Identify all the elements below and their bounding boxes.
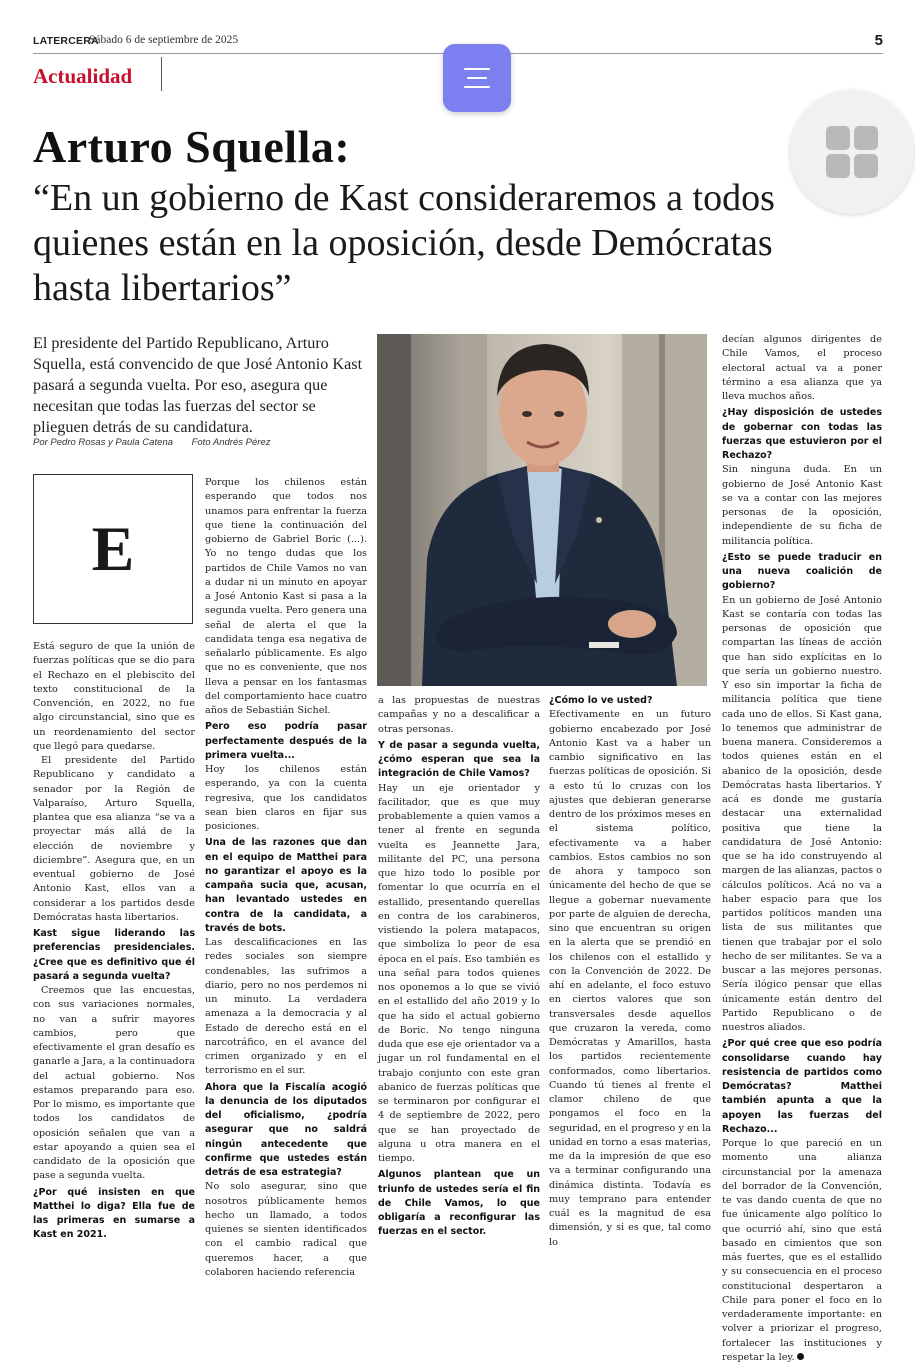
dropcap-letter: E bbox=[91, 513, 135, 584]
paragraph: Porque los chilenos están esperando que todos nos unamos para enfrentar la fuerza que tiene la continuación del gobierno de Gabriel Boric (...). Yo no tengo dudas que los partidos de Chile Vamos no van a dudar ni un minuto en apoyar a José Antonio Kast si pasa a la segunda vuelta. Pero genera una señal de alerta el que la candidata tenga esa negativa de señalarlo públicamente. Es algo que no es conveniente, que nos lleva a pensar en los fantasmas del comportamiento hace cuatro años de Sebastián Sichel. bbox=[205, 477, 367, 716]
article-column-1 bbox=[33, 640, 195, 1243]
portrait-photo bbox=[377, 334, 707, 686]
paragraph: Sin ninguna duda. En un gobierno de José Antonio Kast se va a contar con las mejores personas de la oposición, independiente de su ficha de militancia política. bbox=[722, 464, 882, 547]
newspaper-brand: LATERCERA bbox=[33, 35, 99, 47]
interview-question: ¿Esto se puede traducir en una nueva coalición de gobierno? bbox=[722, 551, 882, 592]
portrait-illustration bbox=[377, 334, 707, 686]
interview-question: Una de las razones que dan en el equipo de Matthei para no garantizar el apoyo es la campaña sucia que, acusan, han levantado ustedes en contra de la candidata, a través de bots. bbox=[205, 837, 367, 934]
interview-question: ¿Por qué insisten en que Matthei lo diga? Ella fue de las primeras en sumarse a Kast en 2021. bbox=[33, 1186, 195, 1241]
article-column-5 bbox=[722, 333, 882, 1365]
paragraph: El presidente del Partido Republicano y candidato a senador por la Región de Valparaíso, Arturo Squella, plantea que esa alianza “se va a proyectar más allá de la elección de noviembre y diciembre”. Asegura que, en un eventual gobierno de José Antonio Kast, ellos van a considerar a los partidos desde Demócratas hasta libertarios. bbox=[33, 755, 195, 923]
interview-question: Kast sigue liderando las preferencias presidenciales. ¿Cree que es definitivo que él pasará a segunda vuelta? bbox=[33, 928, 195, 982]
hamburger-menu-icon bbox=[464, 86, 490, 88]
grid-view-icon bbox=[826, 154, 850, 178]
article-column-2 bbox=[205, 476, 367, 1280]
paragraph: En un gobierno de José Antonio Kast se contaría con todas las personas de oposición que compartan las líneas de acción que han sido explícitas en lo que sería un gobierno nuestro. Y eso sin importar la ficha de militancia política que tiene cada uno de ellos. Si Kast gana, lo tenemos que administrar de buena manera. Consideremos a todos quienes están en el abanico de la oposición, desde Demócratas hasta libertarios. Y acá es donde me gustaría destacar una externalidad positiva que tiene la candidatura de José Antonio: que se ha ido construyendo al margen de las alianzas, pactos o cálculos políticos. Acá no va a haber espacio para que los partidos políticos manden una lista de sus militantes que tienen que trabajar por el solo hecho de ser militantes. Se va a buscar a las mejores personas. Sería ilógico pensar que ellas únicamente están dentro del Partido Republicano o de nuestros aliados. bbox=[722, 594, 882, 1033]
interview-question: Y de pasar a segunda vuelta, ¿cómo esperan que sea la integración de Chile Vamos? bbox=[378, 739, 540, 780]
headline-quote: “En un gobierno de Kast consideraremos a todos quienes están en la oposición, desde Demócratas hasta libertarios” bbox=[33, 177, 775, 309]
grid-view-icon bbox=[854, 154, 878, 178]
paragraph: decían algunos dirigentes de Chile Vamos, el proceso electoral actual va a poner término a esa alianza que ya lleva muchos años. bbox=[722, 334, 882, 402]
interview-question: Algunos plantean que un triunfo de ustedes sería el fin de Chile Vamos, lo que obligaría a reconfigurar las fuerzas en el sector. bbox=[378, 1169, 540, 1238]
article-column-3 bbox=[378, 694, 540, 1240]
hamburger-menu-icon bbox=[467, 77, 487, 79]
interview-question: Pero eso podría pasar perfectamente después de la primera vuelta... bbox=[205, 721, 367, 761]
paragraph: Creemos que las encuestas, con sus variaciones normales, no van a sufrir mayores cambios, pero que efectivamente el gran desafío es ganarle a Jara, a la continuadora del actual gobierno. Nos estamos preparando para eso. Por lo mismo, es importante que todos los candidatos de oposición señalen que van a estar apoyando a quien sea el candidato de la oposición que pase a segunda vuelta. bbox=[33, 985, 195, 1182]
byline-photo-credit: Foto Andrés Pérez bbox=[191, 437, 271, 448]
paragraph: Hay un eje orientador y facilitador, que es que muy probablemente a quien vamos a tener al frente en segunda vuelta es Jeannette Jara, militante del PC, una persona que hizo todo lo posible por fomentar lo que ocurría en el estallido, presentando querellas en contra de los carabineros, vistiendo la polera matapacos, que simboliza lo peor de esa época en el país. Eso también es una señal para todos quienes nos oponemos a lo que se vivió en el estallido del año 2019 y lo que ha sido el actual gobierno de Boric. No tengo ninguna duda que ese eje orientador va a jugar un rol fundamental en el trabajo conjunto con este gran abanico de fuerzas políticas que se terminaron por configurar el 4 de septiembre de 2022, pero que se han proyectado de alguna u otra manera en el tiempo. bbox=[378, 782, 540, 1164]
byline bbox=[33, 437, 286, 448]
article-column-4 bbox=[549, 694, 711, 1250]
paragraph: Las descalificaciones en las redes sociales son siempre condenables, las sufrimos a diario, pero no nos perdemos ni un minuto. La verdadera amenaza a la democracia y al Estado de derecho está en el narcotráfico, en el avance del crimen organizado y en el terrorismo en el sur. bbox=[205, 937, 367, 1077]
section-divider bbox=[161, 57, 162, 91]
hamburger-menu-icon bbox=[464, 68, 490, 70]
paragraph: Efectivamente en un futuro gobierno encabezado por José Antonio Kast va a haber un cambio significativo en las fuerzas políticas de oposición. Si a esto tú lo cruzas con los ajustes que debieran generarse dentro de los próximos meses en el sistema político, efectivamente va a haber cambios. Estos cambios no son de ahora y tampoco son únicamente del hecho de que se llegue a gobernar nuevamente por parte de alguien de derecha, sino que encuentran su origen en la alerta que se prendió en los chilenos con el estallido y con la Convención de 2022. De ahí en adelante, el foco estuvo en ciertos valores que son transversales desde aquellos que cruzaron la vereda, como Demócratas y Amarillos, hasta los partidos recientemente conformados, como libertarios. Cuando tú tienes al frente el clamor chileno de que pongamos el foco en la seguridad, en el progreso y en la unidad en torno a esas materias, me da la impresión de que eso va a terminar configurando una dinámica distinta. Todavía es muy temprano para entender cuál es la magnitud de esa dimensión, y si es que, tal como lo bbox=[549, 709, 711, 1248]
paragraph: Hoy los chilenos están esperando, ya con la cuenta regresiva, que los candidatos sean bien claros en fijar sus posiciones. bbox=[205, 764, 367, 832]
paragraph bbox=[722, 1137, 882, 1365]
interview-question: ¿Por qué cree que eso podría consolidarse cuando hay resistencia de partidos como Demócratas? Matthei también apunta a que la apoyen las fuerzas del Rechazo... bbox=[722, 1038, 882, 1135]
paragraph: Está seguro de que la unión de fuerzas políticas que se dio para el Rechazo en el plebiscito del texto constitucional de la Convención, en 2022, no fue algo circunstancial, sino que es un reordenamiento del sector que llegó para quedarse. bbox=[33, 641, 195, 752]
article-lede: El presidente del Partido Republicano, Arturo Squella, está convencido de que José Antonio Kast pasará a segunda vuelta. Por eso, asegura que necesitan que todas las fuerzas del sector se plieguen detrás de su candidatura. bbox=[33, 334, 363, 436]
interview-question: Ahora que la Fiscalía acogió la denuncia de los diputados del oficialismo, ¿podría asegurar que no saldrá ningún antecedente que confirme que ustedes están detrás de esa estrategia? bbox=[205, 1081, 367, 1178]
paragraph: a las propuestas de nuestras campañas y no a descalificar a otras personas. bbox=[378, 695, 540, 735]
headline-name: Arturo Squella: bbox=[33, 121, 351, 172]
end-of-article-mark bbox=[797, 1353, 804, 1360]
paragraph: No solo asegurar, sino que nosotros públicamente hemos hecho un llamado, a todos quienes se sienten identificados con el cambio radical que queremos hacer, a que colaboren haciendo referencia bbox=[205, 1181, 367, 1278]
dropcap-box bbox=[33, 474, 193, 624]
page-number: 5 bbox=[874, 32, 883, 49]
grid-view-icon bbox=[854, 126, 878, 150]
final-paragraph-text: Porque lo que pareció en un momento una alianza circunstancial por la amenaza del borrador de la Convención, te vas dando cuenta de que no fue únicamente algo político lo que ocurrió ahí, sino que está basado en cimientos que son más fuertes, que es el estallido y su consecuencia en el proceso constitucional despertaron a Chile para poner el foco en lo verdaderamente importante: en volver a priorizar el progreso, fortalecer las instituciones y respetar la ley. bbox=[722, 1138, 882, 1363]
issue-date: Sábado 6 de septiembre de 2025 bbox=[89, 34, 239, 46]
menu-button[interactable] bbox=[443, 44, 511, 112]
section-label: Actualidad bbox=[33, 64, 133, 88]
grid-view-icon bbox=[826, 126, 850, 150]
interview-question: ¿Hay disposición de ustedes de gobernar con todas las fuerzas que estuvieron por el Rechazo? bbox=[722, 407, 882, 461]
byline-authors: Por Pedro Rosas y Paula Catena bbox=[33, 437, 173, 448]
interview-question: ¿Cómo lo ve usted? bbox=[549, 695, 653, 706]
